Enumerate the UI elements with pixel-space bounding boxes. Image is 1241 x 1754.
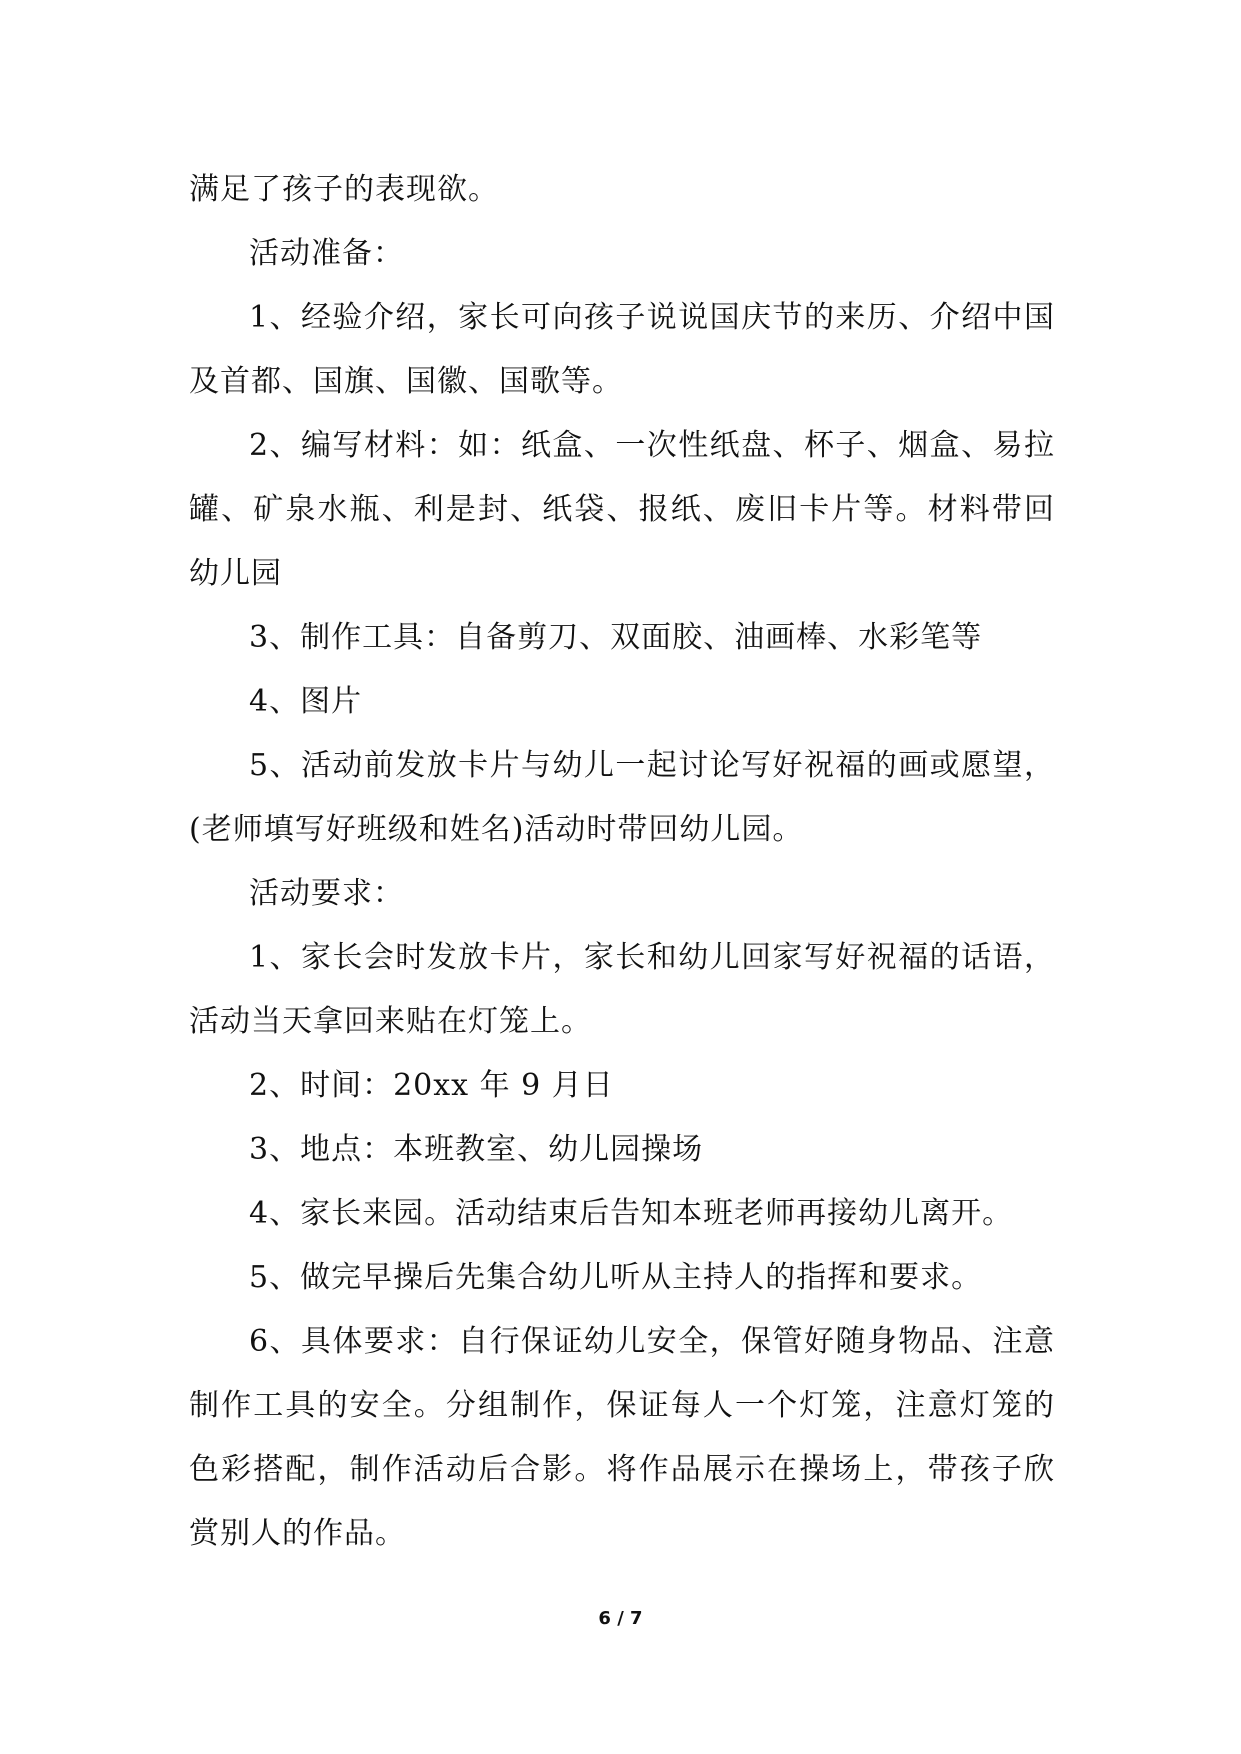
paragraph-req-item-3: 3、地点：本班教室、幼儿园操场: [249, 1132, 704, 1167]
section-heading-activity-requirements: 活动要求：: [249, 876, 404, 911]
paragraph-1: 满足了孩子的表现欲。: [189, 172, 499, 207]
paragraph-req-item-6: 6、具体要求：自行保证幼儿安全，保管好随身物品、注意制作工具的安全。分组制作，保证每人一个灯笼，注意灯笼的色彩搭配，制作活动后合影。将作品展示在操场上，带孩子欣赏别人的作品。: [189, 1324, 1055, 1551]
paragraph-prep-item-1: 1、经验介绍，家长可向孩子说说国庆节的来历、介绍中国及首都、国旗、国徽、国歌等。: [189, 300, 1055, 399]
paragraph-prep-item-5: 5、活动前发放卡片与幼儿一起讨论写好祝福的画或愿望，(老师填写好班级和姓名)活动时带回幼儿园。: [189, 748, 1055, 847]
section-heading-activity-preparation: 活动准备：: [249, 236, 404, 271]
document-body: [189, 158, 1055, 1566]
page-number: 6 / 7: [598, 1608, 643, 1629]
paragraph-req-item-1: 1、家长会时发放卡片，家长和幼儿回家写好祝福的话语，活动当天拿回来贴在灯笼上。: [189, 940, 1055, 1039]
paragraph-req-item-5: 5、做完早操后先集合幼儿听从主持人的指挥和要求。: [249, 1260, 983, 1295]
paragraph-prep-item-3: 3、制作工具：自备剪刀、双面胶、油画棒、水彩笔等: [249, 620, 983, 655]
paragraph-req-item-2: 2、时间：20xx 年 9 月日: [249, 1068, 614, 1103]
paragraph-prep-item-4: 4、图片: [249, 684, 363, 719]
paragraph-req-item-4: 4、家长来园。活动结束后告知本班老师再接幼儿离开。: [249, 1196, 1014, 1231]
paragraph-prep-item-2: 2、编写材料：如：纸盒、一次性纸盘、杯子、烟盒、易拉罐、矿泉水瓶、利是封、纸袋、报纸、废旧卡片等。材料带回幼儿园: [189, 428, 1055, 591]
